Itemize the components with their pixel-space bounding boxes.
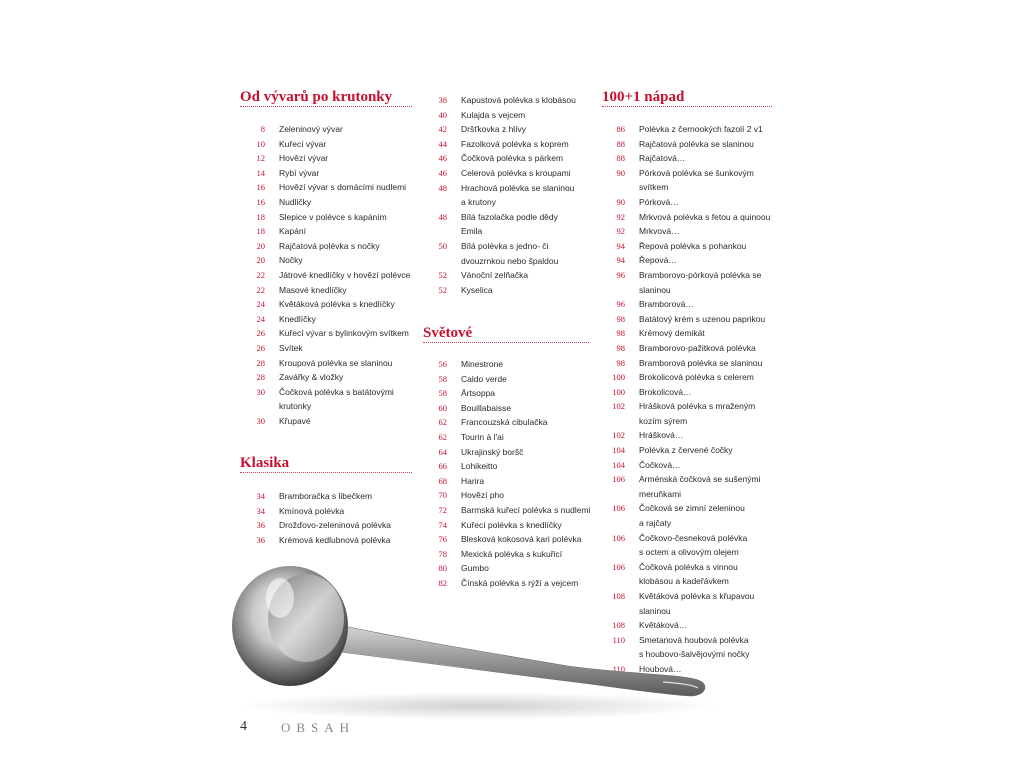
toc-entry-title: Kuřecí vývar xyxy=(279,138,327,149)
toc-page-number: 102 xyxy=(612,430,625,441)
toc-entry-title: Francouzská cibulačka xyxy=(461,417,548,428)
toc-entry-title: Čínská polévka s rýží a vejcem xyxy=(461,577,579,588)
toc-entry-title: Čočková polévka s batátovými xyxy=(279,386,394,397)
toc-entry xyxy=(602,326,770,341)
toc-entry-title: Emila xyxy=(461,226,483,237)
section-title-od-vyvaru: Od vývarů po krutonky xyxy=(240,89,393,105)
toc-entry xyxy=(602,370,770,385)
toc-entry xyxy=(240,93,576,108)
toc-page-number: 80 xyxy=(438,563,447,574)
toc-page-number: 98 xyxy=(616,342,625,353)
toc-entry-title: Hovězí vývar s domácími nudlemi xyxy=(279,182,407,193)
toc-page-number: 64 xyxy=(438,446,447,457)
toc-entry-title: Kuřecí vývar s bylinkovým svítkem xyxy=(279,328,409,339)
toc-entry-title: Květáková… xyxy=(639,620,688,631)
toc-entry-title: Celerová polévka s kroupami xyxy=(461,167,571,178)
toc-entry-title: Blesková kokosová kari polévka xyxy=(461,534,582,545)
toc-entry xyxy=(423,532,590,547)
toc-page-number: 88 xyxy=(616,138,625,149)
toc-entry-title: Hrášková… xyxy=(639,430,684,441)
toc-page-number: 46 xyxy=(438,167,447,178)
toc-entry xyxy=(240,489,391,504)
toc-entry xyxy=(423,357,590,372)
toc-entry xyxy=(602,312,770,327)
toc-entry-title: Rajčatová polévka s nočky xyxy=(279,240,380,251)
toc-entry-title: Květáková polévka s křupavou xyxy=(639,591,755,601)
toc-page-number xyxy=(240,195,447,210)
toc-entry xyxy=(423,459,590,474)
toc-page-number: 98 xyxy=(616,313,625,324)
toc-page-number: 16 xyxy=(256,182,265,193)
toc-page-number: 94 xyxy=(616,240,625,251)
toc-entry xyxy=(602,399,770,414)
toc-page-number: 104 xyxy=(612,445,625,456)
toc-entry-title: Krémová kedlubnová polévka xyxy=(279,534,391,545)
toc-entry-title: Bramborová… xyxy=(639,299,694,310)
toc-entry-title: Fazolková polévka s koprem xyxy=(461,138,569,149)
toc-page-number: 24 xyxy=(256,313,265,324)
toc-entry-title: Svítek xyxy=(279,342,303,353)
toc-entry-title: Kmínová polévka xyxy=(279,505,345,516)
toc-entry-title: Lohikeitto xyxy=(461,461,498,472)
toc-page-number xyxy=(602,516,625,531)
toc-entry xyxy=(423,415,590,430)
toc-entry-title: a krutony xyxy=(461,197,496,208)
toc-entry xyxy=(240,326,410,341)
toc-page-number: 106 xyxy=(612,532,625,543)
toc-entry-title: Hovězí vývar xyxy=(279,153,329,164)
toc-entry-title: Drožďovo-zeleninová polévka xyxy=(279,520,392,531)
toc-entry xyxy=(602,341,770,356)
toc-page-number: 14 xyxy=(256,167,265,178)
toc-entry-title: Tourin à l'ai xyxy=(461,431,504,442)
toc-entry-title: Bílá polévka s jedno- či xyxy=(461,240,549,251)
toc-page-number: 100 xyxy=(612,386,625,397)
toc-entry-title: Zeleninový vývar xyxy=(279,124,343,134)
toc-entry-title: Smetanová houbová polévka xyxy=(639,634,749,645)
toc-page-number: 48 xyxy=(438,211,447,222)
toc-page-number: 28 xyxy=(256,372,265,383)
toc-entry xyxy=(602,414,770,429)
toc-page-number: 46 xyxy=(438,153,447,164)
toc-entry xyxy=(423,401,590,416)
toc-entry-title: dvouzrnkou nebo špaldou xyxy=(461,255,559,266)
toc-entry-title: Caldo verde xyxy=(461,373,507,384)
toc-page-number: 76 xyxy=(438,534,447,545)
toc-page-number: 98 xyxy=(616,357,625,368)
toc-page-number: 26 xyxy=(256,328,265,339)
toc-entry-title: Kyselica xyxy=(461,284,493,295)
toc-entry-title: Brokolicová polévka s celerem xyxy=(639,372,754,383)
toc-entry-title: Řepová… xyxy=(639,255,677,266)
toc-entry-title: Dršťkovka z hlívy xyxy=(461,124,527,135)
toc-page-number: 108 xyxy=(612,620,625,631)
toc-page-number: 40 xyxy=(438,109,447,120)
toc-entry xyxy=(423,518,590,533)
toc-page-number: 50 xyxy=(438,240,447,251)
toc-page-number: 66 xyxy=(438,461,447,472)
toc-page-number: 110 xyxy=(612,663,625,674)
toc-entry-title: svítkem xyxy=(639,182,669,193)
toc-entry xyxy=(602,122,770,137)
toc-entry-title: kozím sýrem xyxy=(639,415,688,426)
toc-page-number: 52 xyxy=(438,270,447,281)
toc-entry-title: slaninou xyxy=(639,284,671,295)
toc-page-number: 22 xyxy=(256,284,265,295)
toc-page-number: 94 xyxy=(616,255,625,266)
toc-entry-title: Minestrone xyxy=(461,359,504,369)
toc-entry-title: Zavářky & vložky xyxy=(279,372,344,383)
toc-entry xyxy=(602,283,770,298)
toc-entry-title: Vánoční zelňačka xyxy=(461,270,529,281)
toc-entry-title: Polévka z červené čočky xyxy=(639,445,733,456)
toc-entry-title: Masové knedlíčky xyxy=(279,284,347,295)
toc-entry-title: Harira xyxy=(461,475,485,486)
toc-entry-title: Kapání xyxy=(279,226,306,237)
toc-entry xyxy=(602,428,770,443)
toc-page-number: 68 xyxy=(438,475,447,486)
toc-entry xyxy=(240,283,576,298)
toc-entry xyxy=(240,312,410,327)
toc-page-number: 108 xyxy=(612,591,625,601)
toc-entry-title: a rajčaty xyxy=(639,518,672,529)
toc-entry xyxy=(602,356,770,371)
toc-page-number: 70 xyxy=(438,490,447,501)
toc-entry-title: Kroupová polévka se slaninou xyxy=(279,357,393,368)
toc-entry xyxy=(423,445,590,460)
toc-page-number: 48 xyxy=(438,182,447,193)
toc-entry xyxy=(240,108,576,123)
toc-page-number: 18 xyxy=(256,211,265,222)
toc-page-number xyxy=(240,224,447,239)
toc-entry-title: Játrové knedlíčky v hovězí polévce xyxy=(279,269,411,280)
toc-page-number: 20 xyxy=(256,255,265,266)
toc-entry xyxy=(602,180,770,195)
toc-page-number: 10 xyxy=(256,138,265,149)
toc-entry xyxy=(602,472,770,487)
toc-entry-title: Knedlíčky xyxy=(279,313,316,324)
toc-page-number: 20 xyxy=(256,240,265,251)
toc-page-number: 34 xyxy=(256,505,265,516)
toc-page-number xyxy=(602,180,625,195)
toc-page-number: 42 xyxy=(438,124,447,135)
toc-entry-title: Nudličky xyxy=(279,196,312,207)
toc-entry xyxy=(602,443,770,458)
toc-entry-title: Hovězí pho xyxy=(461,490,504,501)
toc-entry-title: Řepová polévka s pohankou xyxy=(639,240,747,251)
toc-page-number: 36 xyxy=(256,534,265,545)
toc-entry-title: Čočková… xyxy=(639,459,681,470)
toc-entry xyxy=(240,210,576,225)
toc-entry-title: Batátový krém s uzenou paprikou xyxy=(639,313,766,324)
toc-page-number: 58 xyxy=(438,373,447,384)
toc-entry xyxy=(240,122,576,137)
toc-entry xyxy=(240,151,576,166)
section-title-svetove: Světové xyxy=(423,325,473,341)
toc-entry-title: Bramborovo-pažitková polévka xyxy=(639,342,756,353)
toc-page-number xyxy=(602,414,625,429)
toc-entry-title: Rajčatová polévka se slaninou xyxy=(639,138,754,149)
toc-entry-title: Gumbo xyxy=(461,563,489,574)
toc-entry-title: Brokolicová… xyxy=(639,386,692,397)
toc-entry xyxy=(602,166,770,181)
toc-entry-title: Krémový demikát xyxy=(639,328,705,339)
toc-page-number: 36 xyxy=(256,520,265,531)
toc-entry-title: Polévka z černookých fazolí 2 v1 xyxy=(639,124,763,134)
toc-entry xyxy=(602,210,770,225)
toc-entry-title: Kuřecí polévka s knedlíčky xyxy=(461,519,562,530)
toc-page-number: 90 xyxy=(616,196,625,207)
toc-entry-title: Čočková se zimní zeleninou xyxy=(639,503,745,514)
toc-entry-title: meruňkami xyxy=(639,488,682,499)
page-section-label: OBSAH xyxy=(281,720,356,735)
toc-page-number: 78 xyxy=(438,548,447,559)
toc-page-number: 44 xyxy=(438,138,447,149)
toc-entry-title: Křupavé xyxy=(279,415,311,426)
toc-page-number xyxy=(240,254,447,269)
toc-entry-title: Arménská čočková se sušenými xyxy=(639,474,761,485)
toc-entry xyxy=(423,386,590,401)
toc-page-number: 28 xyxy=(256,357,265,368)
toc-entry xyxy=(240,297,410,312)
toc-entry xyxy=(240,414,410,429)
toc-page-number: 74 xyxy=(438,519,447,530)
toc-page-number: 30 xyxy=(256,386,265,397)
toc-entry xyxy=(602,268,770,283)
toc-page-number: 8 xyxy=(260,124,265,134)
toc-entry-title: Kulajda s vejcem xyxy=(461,109,526,120)
toc-entry xyxy=(240,385,410,400)
toc-page-number: 86 xyxy=(616,124,625,134)
toc-entry-title: Pórková polévka se šunkovým xyxy=(639,167,754,178)
toc-entry xyxy=(240,239,576,254)
toc-entry xyxy=(240,181,576,196)
toc-page-number: 18 xyxy=(256,226,265,237)
toc-entry-title: Bramborovo-pórková polévka se xyxy=(639,269,762,280)
toc-entry xyxy=(423,430,590,445)
toc-page-number xyxy=(602,487,625,502)
toc-page-number: 24 xyxy=(256,299,265,310)
toc-page-number: 106 xyxy=(612,503,625,514)
toc-entry xyxy=(602,531,770,546)
toc-entry-title: Květáková polévka s knedlíčky xyxy=(279,299,395,310)
toc-list-klasika xyxy=(240,489,391,547)
toc-entry-title: Hrachová polévka se slaninou xyxy=(461,182,575,193)
toc-entry xyxy=(240,504,391,519)
toc-entry xyxy=(240,370,410,385)
toc-entry-title: krutonky xyxy=(279,401,312,412)
toc-page-number: 16 xyxy=(256,196,265,207)
toc-page-number: 102 xyxy=(612,401,625,412)
toc-entry-title: Mrkvová polévka s fetou a quinoou xyxy=(639,211,771,222)
toc-entry xyxy=(602,501,770,516)
toc-entry xyxy=(240,268,576,283)
toc-entry-title: Čočkovo-česneková polévka xyxy=(639,532,748,543)
toc-entry xyxy=(602,516,770,531)
toc-entry-title: Mexická polévka s kukuřicí xyxy=(461,548,563,559)
section-divider xyxy=(602,106,772,107)
toc-entry-title: Ärtsoppa xyxy=(461,388,496,399)
toc-entry-title: Nočky xyxy=(279,255,303,266)
toc-page-number: 30 xyxy=(256,415,265,426)
toc-entry-title: klobásou a kadeřávkem xyxy=(639,576,729,587)
toc-entry-title: s octem a olivovým olejem xyxy=(639,547,739,558)
toc-entry xyxy=(423,488,590,503)
toc-page-number: 104 xyxy=(612,459,625,470)
toc-page-number: 90 xyxy=(616,167,625,178)
toc-list-klasika-continued xyxy=(240,93,576,297)
toc-page-number: 88 xyxy=(616,153,625,164)
toc-page-number: 58 xyxy=(438,388,447,399)
toc-entry-title: Bramboračka s libečkem xyxy=(279,491,373,501)
toc-entry xyxy=(240,399,410,414)
toc-entry-title: Mrkvová… xyxy=(639,226,680,237)
toc-page-number: 38 xyxy=(438,95,447,105)
ladle-illustration xyxy=(228,556,728,726)
toc-page-number: 56 xyxy=(438,359,447,369)
toc-page-number: 110 xyxy=(612,634,625,645)
toc-entry xyxy=(240,356,410,371)
toc-entry-title: s houbovo-šalvějovými nočky xyxy=(639,649,750,660)
toc-entry xyxy=(240,224,576,239)
toc-page-number: 92 xyxy=(616,226,625,237)
toc-entry xyxy=(240,137,576,152)
toc-entry-title: Pórková… xyxy=(639,196,679,207)
toc-entry xyxy=(423,474,590,489)
toc-page-number: 96 xyxy=(616,269,625,280)
toc-entry xyxy=(602,297,770,312)
section-divider xyxy=(240,472,412,473)
toc-page-number: 62 xyxy=(438,417,447,428)
toc-entry xyxy=(602,224,770,239)
toc-entry-title: Rybí vývar xyxy=(279,167,320,178)
toc-entry xyxy=(602,385,770,400)
toc-entry-title: slaninou xyxy=(639,605,671,616)
toc-entry-title: Čočková polévka s párkem xyxy=(461,153,564,164)
toc-page-number: 62 xyxy=(438,431,447,442)
toc-page-number: 100 xyxy=(612,372,625,383)
toc-entry xyxy=(602,253,770,268)
toc-page-number: 12 xyxy=(256,153,265,164)
page-number: 4 xyxy=(240,719,247,734)
toc-page-number xyxy=(240,399,265,414)
toc-entry xyxy=(240,166,576,181)
toc-entry xyxy=(423,503,590,518)
toc-entry-title: Slepice v polévce s kapáním xyxy=(279,211,387,222)
toc-entry-title: Rajčatová… xyxy=(639,153,686,164)
toc-entry-title: Čočková polévka s vinnou xyxy=(639,561,738,572)
toc-entry xyxy=(602,151,770,166)
toc-entry-title: Hrášková polévka s mraženým xyxy=(639,401,756,412)
toc-page-number: 98 xyxy=(616,328,625,339)
toc-entry-title: Bramborová polévka se slaninou xyxy=(639,357,763,368)
toc-entry-title: Houbová… xyxy=(639,663,682,674)
toc-page-number: 106 xyxy=(612,561,625,572)
toc-entry xyxy=(240,341,410,356)
toc-entry xyxy=(602,458,770,473)
toc-page-number: 60 xyxy=(438,402,447,413)
toc-entry-title: Ukrajinský boršč xyxy=(461,446,524,457)
toc-page-number: 72 xyxy=(438,504,447,515)
toc-entry xyxy=(602,195,770,210)
toc-page-number: 92 xyxy=(616,211,625,222)
toc-entry xyxy=(240,518,391,533)
toc-entry xyxy=(602,239,770,254)
toc-page-number: 106 xyxy=(612,474,625,485)
toc-entry-title: Bouillabaisse xyxy=(461,402,512,413)
toc-entry xyxy=(602,487,770,502)
toc-page-number: 26 xyxy=(256,342,265,353)
toc-page-number: 82 xyxy=(438,577,447,588)
toc-page-number: 52 xyxy=(438,284,447,295)
toc-page-number: 96 xyxy=(616,299,625,310)
toc-page-number: 34 xyxy=(256,491,265,501)
toc-entry-title: Bílá fazolačka podle dědy xyxy=(461,211,558,222)
section-title-klasika: Klasika xyxy=(240,455,290,471)
section-title-100-1-napad: 100+1 nápad xyxy=(602,89,685,105)
toc-entry xyxy=(602,137,770,152)
toc-entry xyxy=(423,372,590,387)
toc-entry-title: Kapustová polévka s klobásou xyxy=(461,95,576,105)
toc-entry xyxy=(240,195,576,210)
section-divider xyxy=(423,342,589,343)
toc-page-number: 22 xyxy=(256,269,265,280)
toc-entry xyxy=(240,254,576,269)
toc-entry xyxy=(240,533,391,548)
toc-entry-title: Barmská kuřecí polévka s nudlemi xyxy=(461,504,591,515)
toc-page-number xyxy=(602,283,625,298)
